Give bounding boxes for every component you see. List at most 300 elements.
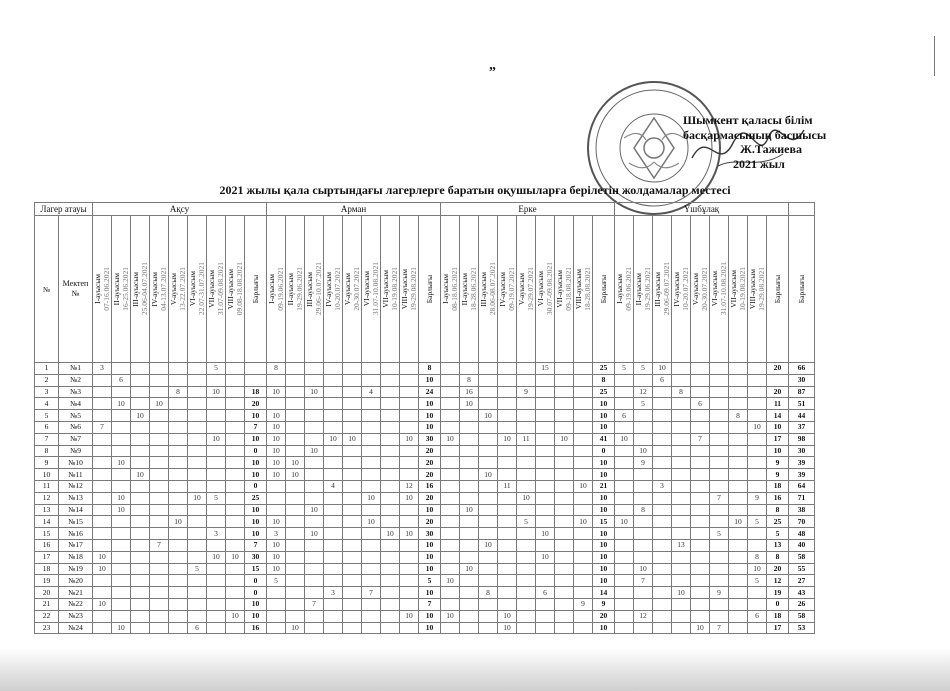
shift-count-cell: [286, 386, 305, 398]
shift-count-cell: [555, 551, 574, 563]
shift-count-cell: [305, 469, 324, 481]
shift-count-cell: [188, 421, 207, 433]
shift-count-cell: 10: [615, 516, 634, 528]
camp-total-cell: 20: [593, 610, 615, 622]
camp-total-cell: 30: [419, 433, 441, 445]
shift-count-cell: [555, 587, 574, 599]
camp-total-cell: 0: [593, 445, 615, 457]
shift-label: VII-ауысым: [729, 270, 738, 308]
shift-count-cell: [517, 622, 536, 634]
shift-count-cell: [729, 457, 748, 469]
shift-count-cell: [615, 575, 634, 587]
grand-total-cell: 44: [789, 410, 815, 422]
shift-count-cell: 3: [324, 587, 343, 599]
shift-count-cell: 10: [574, 516, 593, 528]
shift-count-cell: [653, 563, 672, 575]
shift-count-cell: 10: [400, 433, 419, 445]
shift-count-cell: [343, 445, 362, 457]
grand-total-cell: 58: [789, 551, 815, 563]
shift-count-cell: [460, 528, 479, 540]
school-number: №7: [59, 433, 93, 445]
shift-count-cell: [286, 551, 305, 563]
shift-count-cell: [710, 410, 729, 422]
shift-count-cell: 5: [615, 363, 634, 375]
shift-count-cell: [574, 445, 593, 457]
shift-dates: 09-19.06.2021: [276, 267, 285, 311]
shift-count-cell: [634, 587, 653, 599]
shift-count-cell: [112, 575, 131, 587]
shift-count-cell: 10: [207, 551, 226, 563]
row-number: 21: [35, 598, 59, 610]
grand-total-cell: 58: [789, 610, 815, 622]
shift-count-cell: [150, 528, 169, 540]
row-number: 8: [35, 445, 59, 457]
shift-count-cell: [672, 374, 691, 386]
camp-total-cell: 25: [767, 516, 789, 528]
shift-count-cell: [305, 622, 324, 634]
shift-dates: 20-30.07.2021: [700, 267, 709, 311]
camp-total-cell: 0: [245, 480, 267, 492]
shift-dates: 09.08-18.08.2021: [235, 262, 244, 316]
camp-total-cell: 20: [419, 457, 441, 469]
shift-count-cell: [381, 539, 400, 551]
shift-count-cell: [574, 575, 593, 587]
shift-count-cell: [441, 516, 460, 528]
shift-count-cell: [343, 528, 362, 540]
shift-count-cell: [729, 445, 748, 457]
shift-count-cell: 10: [267, 469, 286, 481]
shift-header: [479, 216, 498, 363]
shift-count-cell: [131, 398, 150, 410]
shift-dates: 29.06-10.07.2021: [314, 262, 323, 316]
shift-count-cell: [615, 610, 634, 622]
camp-total-cell: 9: [593, 598, 615, 610]
shift-count-cell: [381, 587, 400, 599]
camp-total-cell: 10: [593, 551, 615, 563]
row-number: 14: [35, 516, 59, 528]
shift-count-cell: [498, 398, 517, 410]
shift-count-cell: [517, 421, 536, 433]
shift-count-cell: [634, 516, 653, 528]
shift-count-cell: [207, 622, 226, 634]
shift-count-cell: [112, 480, 131, 492]
shift-count-cell: [286, 516, 305, 528]
camp-total-cell: 10: [245, 469, 267, 481]
shift-count-cell: [381, 575, 400, 587]
shift-count-cell: [441, 492, 460, 504]
shift-count-cell: [634, 528, 653, 540]
shift-count-cell: [226, 575, 245, 587]
shift-count-cell: 10: [131, 410, 150, 422]
shift-count-cell: 6: [615, 410, 634, 422]
camp-total-cell: 0: [767, 598, 789, 610]
shift-count-cell: [460, 363, 479, 375]
shift-count-cell: [343, 575, 362, 587]
shift-header: [150, 216, 169, 363]
shift-count-cell: [324, 457, 343, 469]
shift-count-cell: [729, 398, 748, 410]
shift-count-cell: [305, 421, 324, 433]
shift-count-cell: [615, 445, 634, 457]
shift-count-cell: [267, 504, 286, 516]
shift-count-cell: [226, 445, 245, 457]
shift-count-cell: [362, 575, 381, 587]
shift-count-cell: [169, 610, 188, 622]
shift-count-cell: [691, 516, 710, 528]
shift-count-cell: [343, 457, 362, 469]
shift-count-cell: 10: [672, 587, 691, 599]
school-number: №1: [59, 363, 93, 375]
shift-dates: 20-30.07.2021: [352, 267, 361, 311]
shift-count-cell: [729, 539, 748, 551]
shift-dates: 31.07-10.08.2021: [719, 262, 728, 316]
shift-count-cell: 10: [324, 433, 343, 445]
camp-total-cell: 24: [419, 386, 441, 398]
shift-count-cell: [615, 374, 634, 386]
grand-total-cell: 53: [789, 622, 815, 634]
shift-header: [748, 216, 767, 363]
shift-count-cell: [574, 528, 593, 540]
shift-count-cell: [517, 374, 536, 386]
shift-count-cell: [93, 528, 112, 540]
shift-count-cell: 9: [710, 587, 729, 599]
shift-count-cell: [112, 410, 131, 422]
shift-count-cell: [498, 504, 517, 516]
shift-dates: 19-29.06.2021: [643, 267, 652, 311]
grand-total-cell: 64: [789, 480, 815, 492]
shift-count-cell: 7: [305, 598, 324, 610]
camp-total-label: Барлығы: [425, 274, 434, 304]
shift-dates: 30.07-09.08.2021: [545, 262, 554, 316]
camp-total-cell: 8: [767, 504, 789, 516]
shift-count-cell: [150, 410, 169, 422]
shift-count-cell: [536, 445, 555, 457]
shift-count-cell: [131, 457, 150, 469]
camp-total-cell: 7: [245, 539, 267, 551]
shift-count-cell: [748, 433, 767, 445]
shift-label: I-ауысым: [615, 274, 624, 304]
shift-count-cell: [286, 480, 305, 492]
shift-label: I-ауысым: [441, 274, 450, 304]
shift-count-cell: [710, 516, 729, 528]
shift-label: VII-ауысым: [207, 270, 216, 308]
shift-count-cell: [362, 457, 381, 469]
shift-count-cell: [381, 374, 400, 386]
school-number: №12: [59, 480, 93, 492]
shift-count-cell: [498, 421, 517, 433]
shift-count-cell: [400, 539, 419, 551]
grand-total-cell: 55: [789, 563, 815, 575]
shift-count-cell: [131, 622, 150, 634]
shift-count-cell: [188, 598, 207, 610]
shift-count-cell: [517, 563, 536, 575]
shift-count-cell: [479, 622, 498, 634]
shift-count-cell: [710, 363, 729, 375]
shift-count-cell: [150, 516, 169, 528]
shift-count-cell: [691, 504, 710, 516]
shift-count-cell: [672, 433, 691, 445]
shift-count-cell: [479, 575, 498, 587]
shift-count-cell: [615, 587, 634, 599]
shift-header: [460, 216, 479, 363]
shift-count-cell: [188, 398, 207, 410]
table-row: [35, 575, 815, 587]
shift-header: [93, 216, 112, 363]
shift-count-cell: [653, 610, 672, 622]
shift-count-cell: [150, 421, 169, 433]
shift-count-cell: 8: [169, 386, 188, 398]
shift-count-cell: [93, 539, 112, 551]
shift-count-cell: [400, 504, 419, 516]
shift-dates: 19-29.06.2021: [295, 267, 304, 311]
approval-line-1: Шымкент қаласы білім: [683, 113, 813, 127]
shift-dates: 31.07-10.08.2021: [371, 262, 380, 316]
shift-count-cell: [710, 421, 729, 433]
shift-header: [305, 216, 324, 363]
shift-count-cell: [207, 421, 226, 433]
shift-count-cell: 10: [267, 433, 286, 445]
shift-count-cell: 5: [748, 516, 767, 528]
shift-count-cell: 7: [691, 433, 710, 445]
shift-count-cell: 10: [112, 457, 131, 469]
camp-total-cell: 10: [245, 457, 267, 469]
shift-count-cell: [381, 504, 400, 516]
camp-total-cell: 41: [593, 433, 615, 445]
camp-total-cell: 15: [245, 563, 267, 575]
shift-count-cell: [710, 469, 729, 481]
shift-count-cell: [93, 516, 112, 528]
shift-count-cell: 8: [479, 587, 498, 599]
shift-count-cell: [286, 363, 305, 375]
shift-count-cell: [479, 421, 498, 433]
shift-dates: 29.06-09.07.2021: [662, 262, 671, 316]
shift-count-cell: [286, 445, 305, 457]
shift-count-cell: [207, 374, 226, 386]
shift-count-cell: [672, 504, 691, 516]
shift-count-cell: [460, 622, 479, 634]
shift-count-cell: [691, 374, 710, 386]
shift-count-cell: 7: [362, 587, 381, 599]
shift-count-cell: 10: [112, 398, 131, 410]
shift-count-cell: [286, 575, 305, 587]
shift-count-cell: [343, 563, 362, 575]
shift-count-cell: 5: [188, 563, 207, 575]
shift-count-cell: [150, 386, 169, 398]
shift-count-cell: [517, 504, 536, 516]
shift-dates: 18-28.08.2021: [583, 267, 592, 311]
shift-count-cell: [710, 433, 729, 445]
shift-count-cell: [517, 528, 536, 540]
shift-count-cell: [207, 445, 226, 457]
shift-count-cell: [498, 575, 517, 587]
scan-bottom-shadow: [0, 648, 950, 691]
shift-count-cell: [653, 469, 672, 481]
shift-count-cell: [226, 410, 245, 422]
shift-count-cell: [112, 421, 131, 433]
shift-count-cell: [93, 469, 112, 481]
shift-count-cell: [188, 551, 207, 563]
shift-header: [653, 216, 672, 363]
shift-count-cell: [226, 528, 245, 540]
camp-name-header: Лагер атауы: [35, 203, 93, 216]
grand-total-cell: 66: [789, 363, 815, 375]
shift-count-cell: [150, 598, 169, 610]
camp-header: Үшбұлақ: [615, 203, 789, 216]
shift-header: [207, 216, 226, 363]
shift-count-cell: [691, 445, 710, 457]
shift-count-cell: [207, 575, 226, 587]
scan-edge-line: [934, 36, 935, 76]
camp-total-cell: 9: [767, 457, 789, 469]
shift-label: I-ауысым: [93, 274, 102, 304]
shift-count-cell: [574, 469, 593, 481]
shift-count-cell: [555, 363, 574, 375]
shift-count-cell: 6: [188, 622, 207, 634]
shift-count-cell: [748, 528, 767, 540]
shift-count-cell: [343, 398, 362, 410]
shift-count-cell: [150, 504, 169, 516]
shift-count-cell: [441, 598, 460, 610]
shift-count-cell: 5: [634, 398, 653, 410]
camp-header: Ақсу: [93, 203, 267, 216]
shift-count-cell: 7: [150, 539, 169, 551]
shift-count-cell: 10: [207, 386, 226, 398]
shift-count-cell: [634, 598, 653, 610]
shift-count-cell: [188, 516, 207, 528]
shift-count-cell: 10: [169, 516, 188, 528]
camp-total-cell: 10: [767, 445, 789, 457]
shift-count-cell: 5: [748, 575, 767, 587]
shift-count-cell: [188, 610, 207, 622]
shift-count-cell: [460, 433, 479, 445]
shift-header: [324, 216, 343, 363]
shift-count-cell: [748, 469, 767, 481]
shift-dates: 28.06-08.07.2021: [488, 262, 497, 316]
shift-count-cell: [517, 410, 536, 422]
shift-count-cell: 10: [479, 469, 498, 481]
shift-count-cell: [112, 363, 131, 375]
table-row: [35, 516, 815, 528]
camp-total-cell: 11: [767, 398, 789, 410]
shift-count-cell: 10: [400, 492, 419, 504]
camp-total-cell: 10: [419, 610, 441, 622]
grand-total-cell: 30: [789, 445, 815, 457]
shift-count-cell: [150, 480, 169, 492]
shift-count-cell: [672, 457, 691, 469]
table-row: [35, 587, 815, 599]
shift-count-cell: [691, 598, 710, 610]
shift-count-cell: [615, 398, 634, 410]
camp-total-cell: 0: [245, 575, 267, 587]
shift-count-cell: [710, 610, 729, 622]
table-row: [35, 363, 815, 375]
shift-count-cell: 10: [460, 398, 479, 410]
shift-count-cell: [286, 374, 305, 386]
shift-header: [691, 216, 710, 363]
shift-count-cell: [653, 528, 672, 540]
shift-count-cell: [574, 410, 593, 422]
table-row: [35, 410, 815, 422]
shift-count-cell: [536, 374, 555, 386]
camp-total-cell: [245, 363, 267, 375]
shift-count-cell: [400, 374, 419, 386]
camp-total-cell: 30: [419, 528, 441, 540]
shift-count-cell: [169, 421, 188, 433]
camp-total-cell: 10: [593, 457, 615, 469]
shift-count-cell: [400, 575, 419, 587]
shift-count-cell: [93, 457, 112, 469]
shift-count-cell: [615, 492, 634, 504]
shift-count-cell: [226, 598, 245, 610]
school-label: Мектеп №: [62, 279, 89, 298]
shift-count-cell: [188, 504, 207, 516]
shift-count-cell: [150, 363, 169, 375]
shift-count-cell: [381, 516, 400, 528]
shift-count-cell: [441, 410, 460, 422]
shift-count-cell: 9: [574, 598, 593, 610]
camp-total-cell: 7: [245, 421, 267, 433]
shift-count-cell: [93, 610, 112, 622]
shift-count-cell: [381, 551, 400, 563]
shift-count-cell: [441, 398, 460, 410]
shift-count-cell: [653, 492, 672, 504]
shift-count-cell: 5: [267, 575, 286, 587]
shift-count-cell: 12: [634, 386, 653, 398]
shift-count-cell: [615, 622, 634, 634]
shift-count-cell: [150, 587, 169, 599]
shift-header: [226, 216, 245, 363]
shift-count-cell: [460, 516, 479, 528]
shift-label: II-ауысым: [112, 272, 121, 306]
shift-count-cell: [555, 480, 574, 492]
shift-header: [343, 216, 362, 363]
table-row: [35, 386, 815, 398]
shift-count-cell: 10: [479, 539, 498, 551]
shift-count-cell: [615, 469, 634, 481]
shift-count-cell: [112, 551, 131, 563]
shift-count-cell: [555, 528, 574, 540]
shift-count-cell: [169, 504, 188, 516]
shift-count-cell: [672, 575, 691, 587]
shift-count-cell: [517, 398, 536, 410]
shift-count-cell: 7: [634, 575, 653, 587]
shift-count-cell: [267, 587, 286, 599]
shift-count-cell: 10: [400, 610, 419, 622]
shift-count-cell: [93, 386, 112, 398]
shift-count-cell: [460, 457, 479, 469]
camp-total-cell: 10: [767, 421, 789, 433]
shift-count-cell: 10: [93, 598, 112, 610]
shift-count-cell: [131, 528, 150, 540]
approval-year: 2021 жыл: [733, 156, 785, 171]
shift-label: V-ауысым: [517, 272, 526, 306]
shift-count-cell: [286, 433, 305, 445]
shift-count-cell: [634, 551, 653, 563]
shift-count-cell: 10: [343, 433, 362, 445]
shift-count-cell: [400, 398, 419, 410]
shift-count-cell: [286, 504, 305, 516]
grand-total-cell: 40: [789, 539, 815, 551]
shift-count-cell: [691, 539, 710, 551]
camp-total-cell: 25: [245, 492, 267, 504]
shift-count-cell: [207, 480, 226, 492]
shift-count-cell: [324, 539, 343, 551]
shift-count-cell: [574, 363, 593, 375]
shift-count-cell: [169, 374, 188, 386]
shift-count-cell: [536, 575, 555, 587]
shift-label: IV-ауысым: [498, 271, 507, 307]
shift-count-cell: [517, 363, 536, 375]
